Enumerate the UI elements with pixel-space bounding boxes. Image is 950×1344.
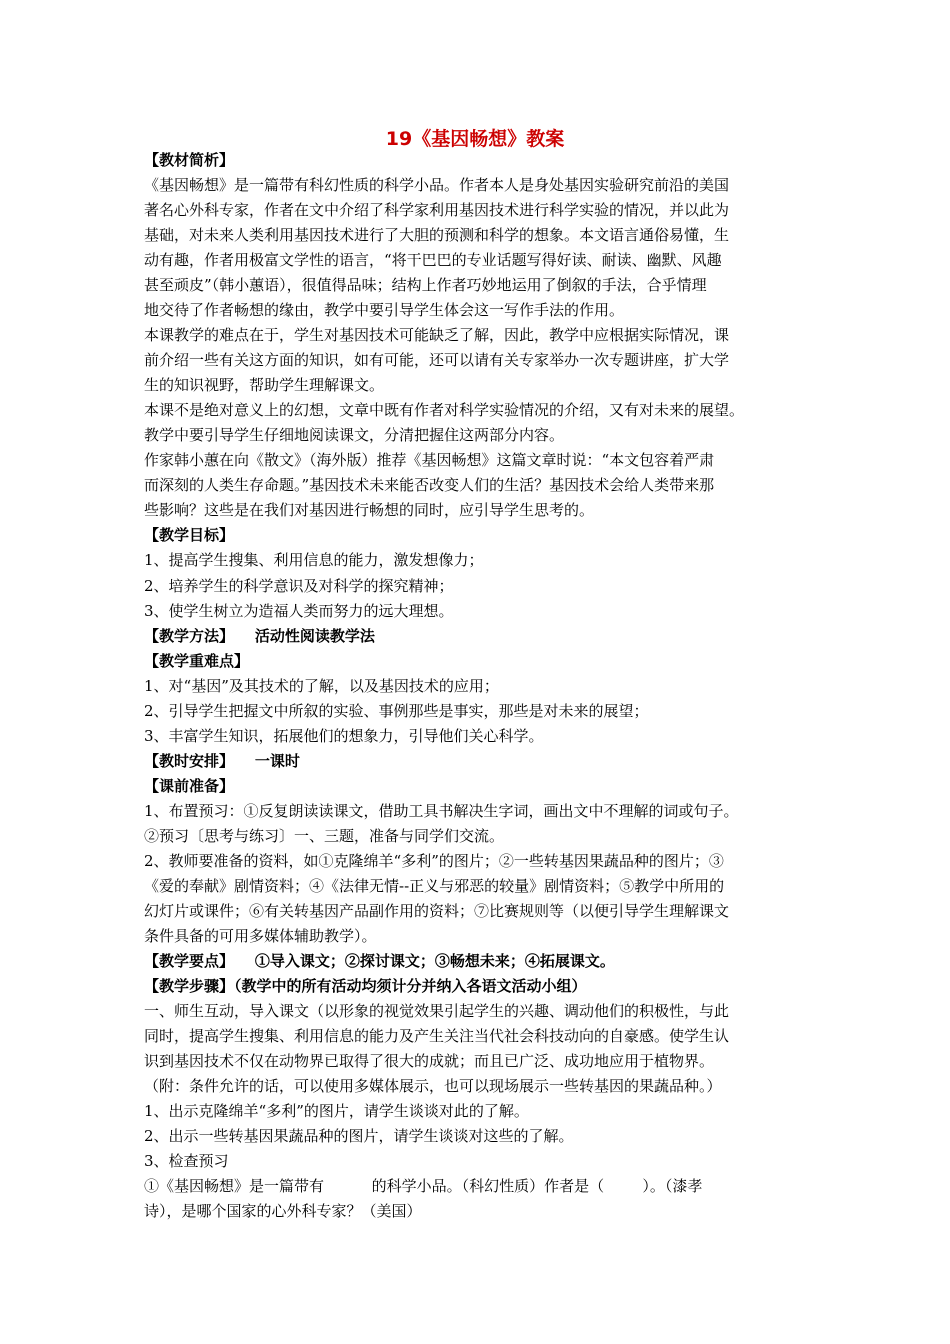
text-line: 一、师生互动，导入课文（以形象的视觉效果引起学生的兴趣、调动他们的积极性，与此 <box>144 1002 730 1021</box>
section-heading: 【教材简析】 <box>144 151 235 169</box>
text-line: 幻灯片或课件；⑥有关转基因产品副作用的资料；⑦比赛规则等（以便引导学生理解课文 <box>144 901 730 920</box>
text-line: 甚至顽皮”（韩小蕙语），很值得品味；结构上作者巧妙地运用了倒叙的手法，合乎情理 <box>144 276 707 295</box>
document-title: 19《基因畅想》教案 <box>385 128 565 150</box>
text-line: ②预习〔思考与练习〕一、三题，准备与同学们交流。 <box>144 826 505 845</box>
section-heading: 【课前准备】 <box>144 776 235 795</box>
text-line: 识到基因技术不仅在动物界已取得了很大的成就；而且已广泛、成功地应用于植物界。 <box>144 1052 715 1071</box>
text-line: 3、丰富学生知识，拓展他们的想象力，引导他们关心科学。 <box>144 726 544 745</box>
text-line: 作家韩小蕙在向《散文》（海外版）推荐《基因畅想》这篇文章时说：“本文包容着严肃 <box>144 451 715 470</box>
text-line: 前介绍一些有关这方面的知识，如有可能，还可以请有关专家举办一次专题讲座，扩大学 <box>144 351 730 370</box>
text-line: 2、出示一些转基因果蔬品种的图片，请学生谈谈对这些的了解。 <box>144 1127 574 1146</box>
section-heading: 【教学步骤】（教学中的所有活动均须计分并纳入各语文活动小组） <box>144 976 587 995</box>
text-line: 诗），是哪个国家的心外科专家？（美国） <box>144 1202 422 1221</box>
text-line: 而深刻的人类生存命题。”基因技术未来能否改变人们的生活？基因技术会给人类带来那 <box>144 476 715 495</box>
text-line: 2、教师要准备的资料，如①克隆绵羊“多利”的图片；②一些转基因果蔬品种的图片；③ <box>144 851 724 870</box>
text-line: 《基因畅想》是一篇带有科幻性质的科学小品。作者本人是身处基因实验研究前沿的美国 <box>144 176 730 195</box>
text-line: 本课不是绝对意义上的幻想，文章中既有作者对科学实验情况的介绍，又有对未来的展望。 <box>144 401 745 420</box>
text-line: 1、对“基因”及其技术的了解，以及基因技术的应用； <box>144 676 499 695</box>
text-line: 1、布置预习：①反复朗读读课文，借助工具书解决生字词，画出文中不理解的词或句子。 <box>144 801 739 820</box>
text-line: 《爱的奉献》剧情资料；④《法律无情--正义与邪恶的较量》剧情资料；⑤教学中所用的 <box>144 876 725 895</box>
text-line: 生的知识视野，帮助学生理解课文。 <box>144 376 385 395</box>
text-line: 2、培养学生的科学意识及对科学的探究精神； <box>144 576 454 595</box>
text-line: 条件具备的可用多媒体辅助教学）。 <box>144 926 377 945</box>
text-line: 1、出示克隆绵羊“多利”的图片，请学生谈谈对此的了解。 <box>144 1102 529 1121</box>
section-heading: 【教时安排】 一课时 <box>144 751 300 770</box>
text-line: 著名心外科专家，作者在文中介绍了科学家利用基因技术进行科学实验的情况，并以此为 <box>144 201 730 220</box>
text-line: 1、提高学生搜集、利用信息的能力，激发想像力； <box>144 551 484 570</box>
text-line: 同时，提高学生搜集、利用信息的能力及产生关注当代社会科技动向的自豪感。使学生认 <box>144 1027 730 1046</box>
text-line: 3、使学生树立为造福人类而努力的远大理想。 <box>144 601 454 620</box>
section-heading: 【教学重难点】 <box>144 651 250 670</box>
section-heading: 【教学方法】 活动性阅读教学法 <box>144 626 375 645</box>
text-line: ①《基因畅想》是一篇带有 的科学小品。（科幻性质）作者是（ ）。（漆孝 <box>144 1177 703 1196</box>
text-line: 本课教学的难点在于，学生对基因技术可能缺乏了解，因此，教学中应根据实际情况，课 <box>144 326 730 345</box>
text-line: 教学中要引导学生仔细地阅读课文，分清把握住这两部分内容。 <box>144 426 565 445</box>
text-line: 动有趣，作者用极富文学性的语言，“将干巴巴的专业话题写得好读、耐读、幽默、风趣 <box>144 251 722 270</box>
text-line: 2、引导学生把握文中所叙的实验、事例那些是事实，那些是对未来的展望； <box>144 701 649 720</box>
text-line: 3、检查预习 <box>144 1152 229 1171</box>
text-line: 些影响？这些是在我们对基因进行畅想的同时，应引导学生思考的。 <box>144 501 595 520</box>
section-heading: 【教学要点】 ①导入课文；②探讨课文；③畅想未来；④拓展课文。 <box>144 951 615 970</box>
text-line: 基础，对未来人类利用基因技术进行了大胆的预测和科学的想象。本文语言通俗易懂，生 <box>144 226 730 245</box>
section-heading: 【教学目标】 <box>144 526 235 545</box>
text-line: 地交待了作者畅想的缘由，教学中要引导学生体会这一写作手法的作用。 <box>144 301 625 320</box>
text-line: （附：条件允许的话，可以使用多媒体展示，也可以现场展示一些转基因的果蔬品种。） <box>144 1077 722 1096</box>
